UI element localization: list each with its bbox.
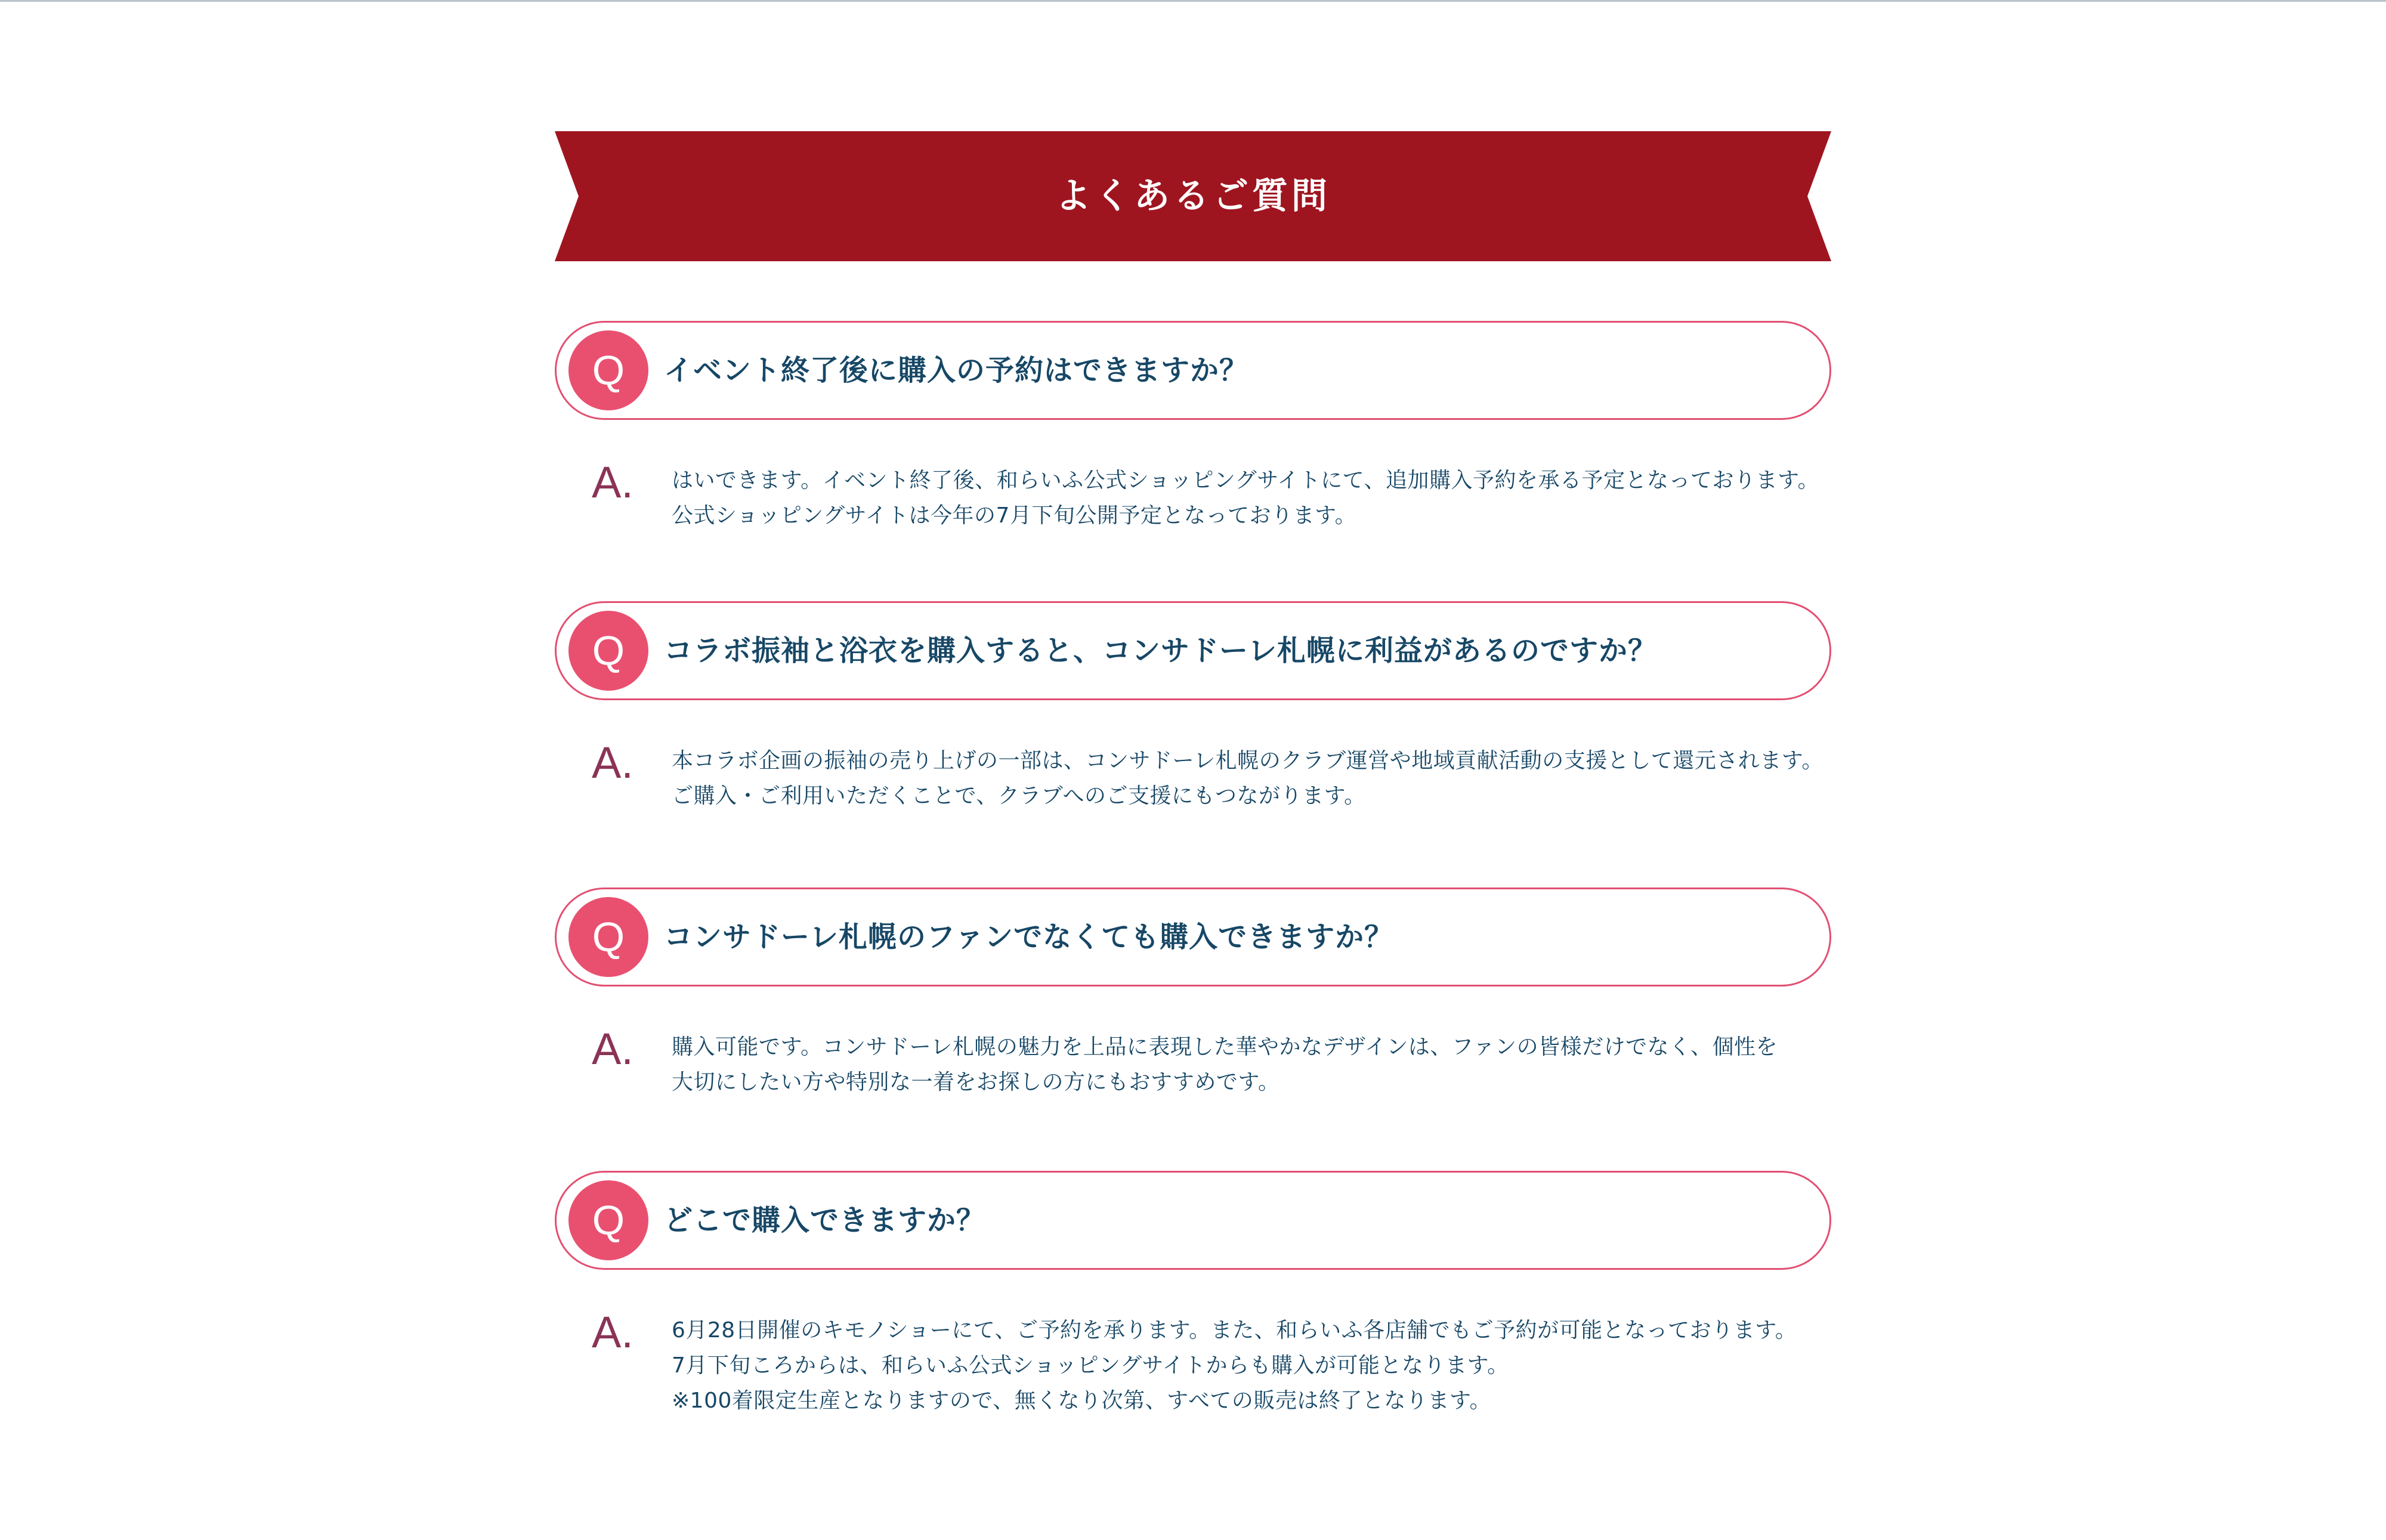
question-box[interactable]	[555, 887, 1831, 987]
answer-mark: A.	[592, 738, 633, 787]
answer-text	[672, 1029, 1831, 1100]
question-box[interactable]	[555, 601, 1831, 700]
question-box[interactable]	[555, 321, 1831, 420]
faq-title-banner	[555, 131, 1831, 261]
answer-text	[672, 463, 1831, 533]
faq-section	[555, 131, 1831, 1413]
answer-mark: A.	[592, 1307, 633, 1357]
question-box[interactable]	[555, 1171, 1831, 1270]
answer-line: 公式ショッピングサイトは今年の7月下旬公開予定となっております。	[672, 503, 1357, 528]
faq-item	[555, 1171, 1831, 1425]
answer-mark: A.	[592, 1024, 633, 1074]
answer-text	[672, 1313, 1831, 1418]
answer-line: 6月28日開催のキモノショーにて、ご予約を承ります。また、和らいふ各店舗でもご予約が可能となっております。	[672, 1318, 1797, 1343]
question-text: コンサドーレ札幌のファンでなくても購入できますか？	[664, 920, 1394, 954]
answer-line: はいできます。イベント終了後、和らいふ公式ショッピングサイトにて、追加購入予約を承る予定となっております。	[672, 468, 1820, 493]
answer-block	[555, 736, 1831, 855]
question-text: コラボ振袖と浴衣を購入すると、コンサドーレ札幌に利益があるのですか？	[664, 634, 1658, 667]
answer-line: 購入可能です。コンサドーレ札幌の魅力を上品に表現した華やかなデザインは、ファンの皆様だけでなく、個性を	[672, 1035, 1778, 1059]
question-text: イベント終了後に購入の予約はできますか？	[664, 354, 1249, 387]
answer-line: 大切にしたい方や特別な一着をお探しの方にもおすすめです。	[672, 1070, 1280, 1094]
faq-item	[555, 321, 1831, 575]
answer-line: ※100着限定生産となりますので、無くなり次第、すべての販売は終了となります。	[672, 1389, 1492, 1413]
answer-line: 本コラボ企画の振袖の売り上げの一部は、コンサドーレ札幌のクラブ運営や地域貢献活動の支援として還元されます。	[672, 749, 1824, 773]
answer-block	[555, 1022, 1831, 1142]
faq-title: よくあるご質問	[1055, 175, 1331, 217]
question-badge-icon: Q	[568, 897, 648, 977]
question-text: どこで購入できますか？	[664, 1204, 986, 1237]
answer-mark: A.	[592, 457, 633, 507]
answer-line: ご購入・ご利用いただくことで、クラブへのご支援にもつながります。	[672, 784, 1366, 808]
question-badge-icon: Q	[568, 611, 648, 691]
answer-line: 7月下旬ころからは、和らいふ公式ショッピングサイトからも購入が可能となります。	[672, 1353, 1509, 1378]
answer-text	[672, 743, 1831, 814]
answer-block	[555, 1306, 1831, 1425]
faq-item	[555, 601, 1831, 855]
question-badge-icon: Q	[568, 1180, 648, 1260]
faq-item	[555, 887, 1831, 1142]
question-badge-icon: Q	[568, 330, 648, 410]
answer-block	[555, 456, 1831, 575]
top-divider	[0, 0, 2386, 2]
